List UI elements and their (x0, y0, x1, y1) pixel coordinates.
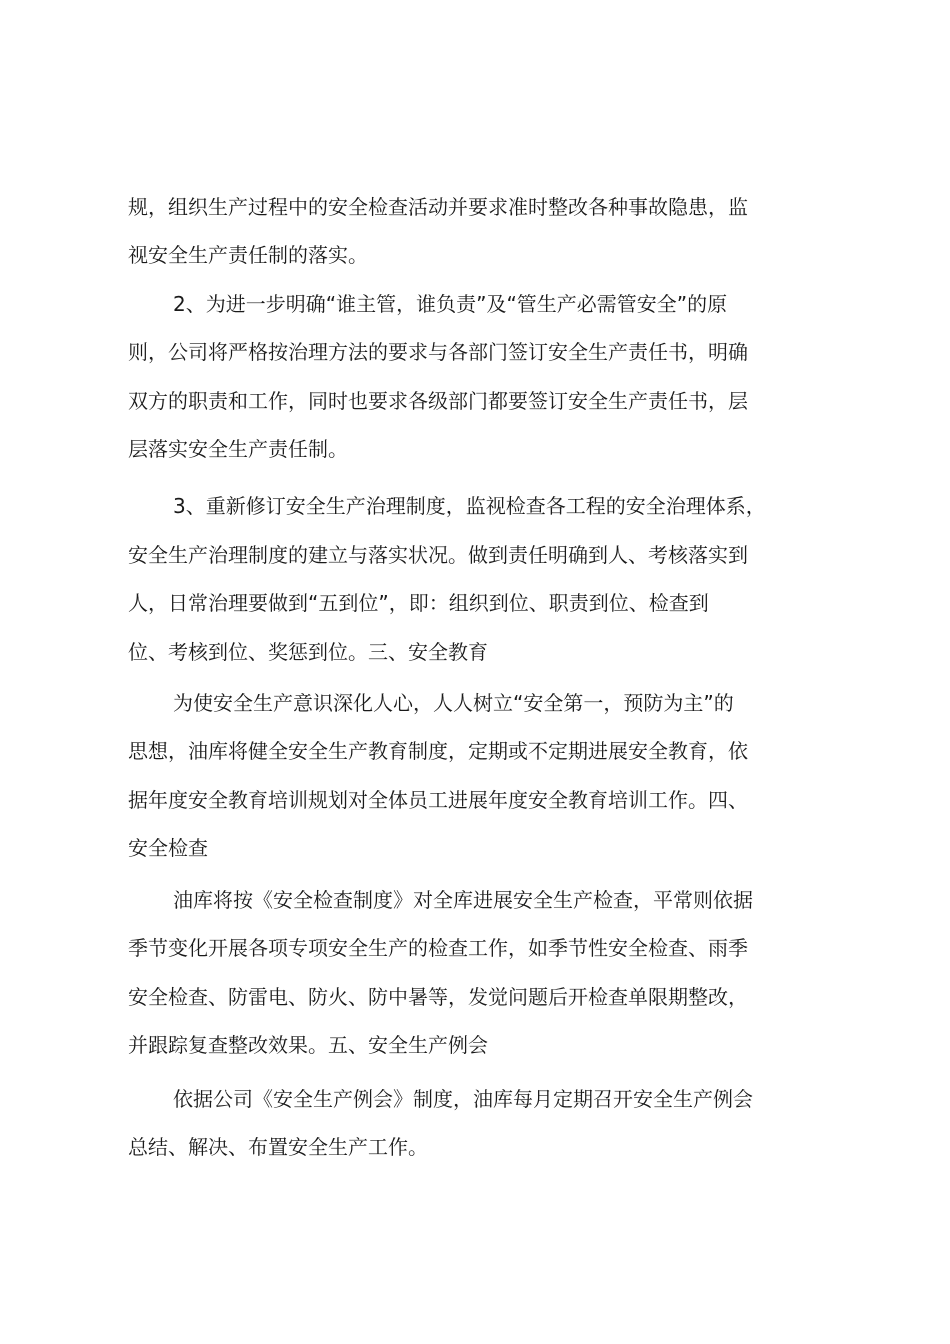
text-line: 3、重新修订安全生产治理制度，监视检查各工程的安全治理体系， (173, 494, 766, 518)
text-line: 规，组织生产过程中的安全检查活动并要求准时整改各种事故隐患，监 (128, 195, 748, 219)
text-line: 油库将按《安全检查制度》对全库进展安全生产检查，平常则依据 (173, 888, 753, 912)
text-line: 双方的职责和工作，同时也要求各级部门都要签订安全生产责任书，层 (128, 389, 748, 413)
text-line: 安全检查、防雷电、防火、防中暑等，发觉问题后开检查单限期整改， (128, 985, 748, 1009)
text-line: 2、为进一步明确“谁主管，谁负责”及“管生产必需管安全”的原 (173, 292, 728, 316)
text-line: 则，公司将严格按治理方法的要求与各部门签订安全生产责任书，明确 (128, 340, 748, 364)
text-line: 依据公司《安全生产例会》制度，油库每月定期召开安全生产例会 (173, 1087, 753, 1111)
text-line: 季节变化开展各项专项安全生产的检查工作，如季节性安全检查、雨季 (128, 936, 748, 960)
text-line: 视安全生产责任制的落实。 (128, 243, 368, 267)
text-line: 安全生产治理制度的建立与落实状况。做到责任明确到人、考核落实到 (128, 543, 748, 567)
text-line: 据年度安全教育培训规划对全体员工进展年度安全教育培训工作。四、 (128, 788, 748, 812)
text-line: 为使安全生产意识深化人心，人人树立“安全第一，预防为主”的 (173, 691, 734, 715)
text-line: 安全检查 (128, 836, 208, 860)
text-line: 人，日常治理要做到“五到位”，即：组织到位、职责到位、检查到 (128, 591, 709, 615)
text-line: 位、考核到位、奖惩到位。三、安全教育 (128, 640, 488, 664)
text-line: 思想，油库将健全安全生产教育制度，定期或不定期进展安全教育，依 (128, 739, 748, 763)
text-line: 并跟踪复查整改效果。五、安全生产例会 (128, 1033, 488, 1057)
text-line: 层落实安全生产责任制。 (128, 437, 348, 461)
text-line: 总结、解决、布置安全生产工作。 (128, 1135, 428, 1159)
